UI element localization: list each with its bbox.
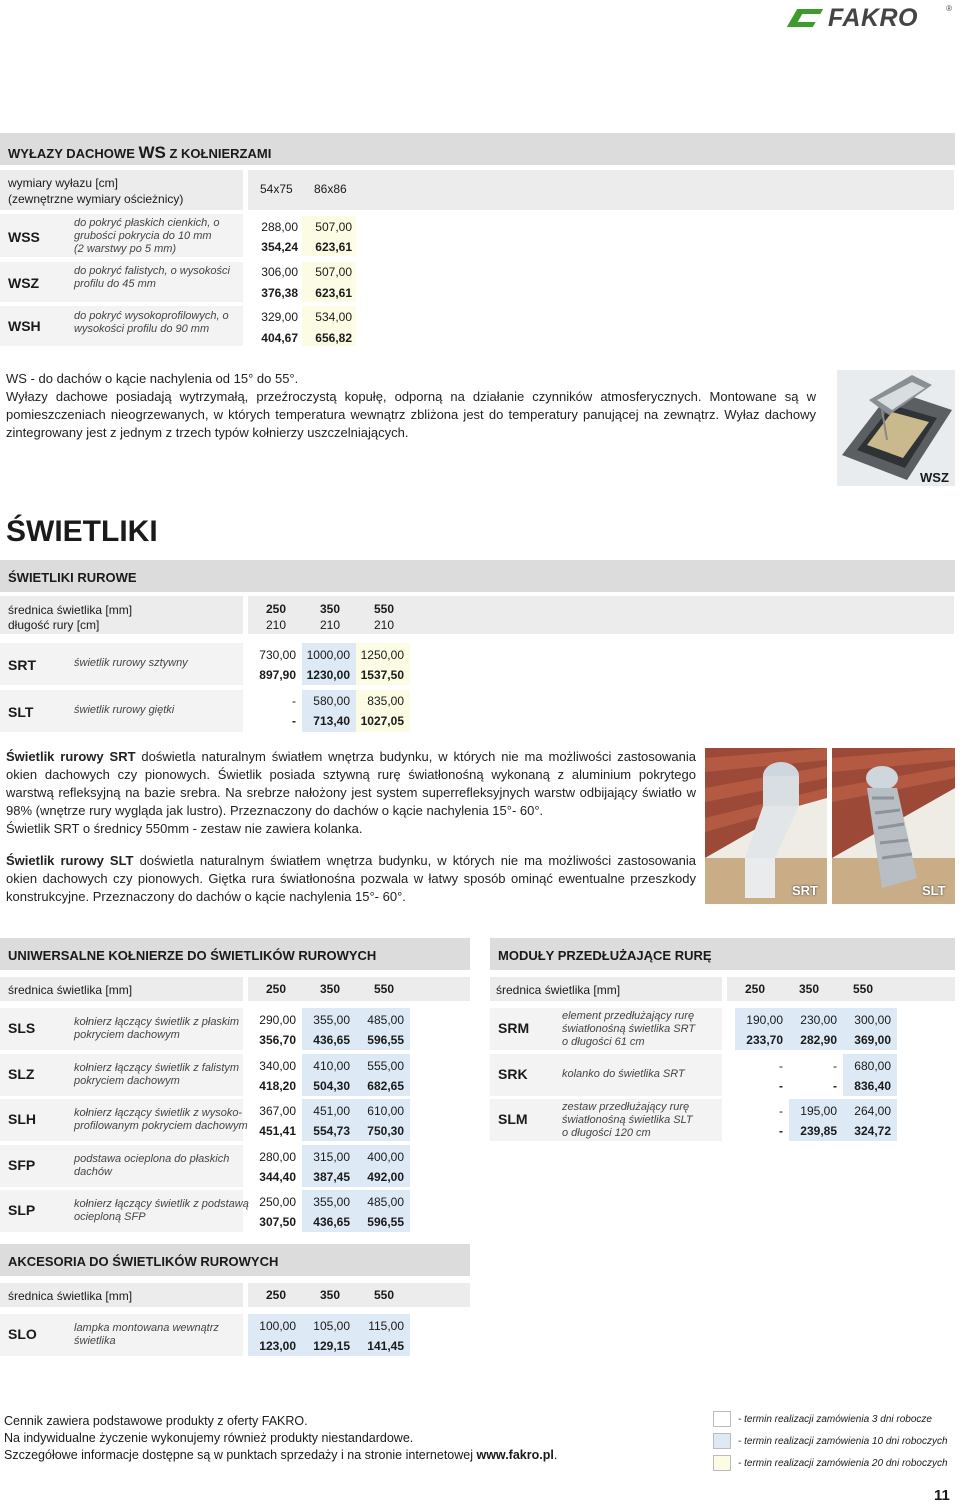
net-price: -	[833, 1058, 837, 1073]
srt-note: Świetlik SRT o średnicy 550mm - zestaw nie zawiera kolanka.	[6, 821, 363, 836]
gross-price: 682,65	[367, 1078, 404, 1093]
product-code: SLS	[8, 1020, 36, 1036]
gross-price: 436,65	[313, 1215, 350, 1229]
product-description: kołnierz łączący świetlik z podstawą ocieploną SFP	[74, 1198, 249, 1223]
net-price: 315,00	[313, 1149, 350, 1164]
fakro-website-link[interactable]: www.fakro.pl	[476, 1448, 554, 1462]
product-code: SLO	[8, 1326, 37, 1342]
fakro-logo-mark	[787, 9, 823, 27]
net-price: 367,00	[259, 1104, 296, 1118]
net-price: 250,00	[259, 1195, 296, 1209]
gross-price: -	[779, 1078, 783, 1093]
kolnierze-bar: UNIWERSALNE KOŁNIERZE DO ŚWIETLIKÓW RUROWYCH	[0, 938, 470, 970]
gross-price: 836,40	[854, 1078, 891, 1093]
net-price: 400,00	[367, 1149, 404, 1164]
net-price: 680,00	[854, 1058, 891, 1073]
product-description: element przedłużający rurę światłonośną świetlika SRT o długości 61 cm	[562, 1009, 696, 1048]
ws-description: Wyłazy dachowe posiadają wytrzymałą, przeźroczystą kopułę, odporną na działanie czynników atmosferycznych. Montowane są w pomieszczeniach nieogrzewanych, w których temperatura wewnątrz zbliżona jest do temperatury panującej na zewnątrz. Wyłaz dachowy zintegrowany jest z jednym z trzech typów kołnierzy uszczelniających.	[6, 389, 816, 440]
ws-section-title: WYŁAZY DACHOWE WS Z KOŁNIERZAMI	[0, 133, 955, 165]
srt-description: Świetlik rurowy SRT doświetla naturalnym światłem wnętrza budynku, w których nie ma możliwości zastosowania okien dachowych czy pionowych. Świetlik posiada sztywną rurę światłonośną wykonaną z aluminium pokrytego warstwą refleksyjną na bazie srebra. Na srebrze nałożony jest system superrefleksyjnych warstw odbijający światło w 98% (wnętrze rury wygląda jak lustro). Przeznaczony do dachów o kącie nachylenia 15°- 60°.	[6, 749, 696, 818]
net-price: 105,00	[313, 1319, 350, 1333]
gross-price: 418,20	[259, 1078, 296, 1093]
product-code: SLH	[8, 1111, 36, 1127]
net-price: 195,00	[800, 1104, 837, 1118]
product-description: zestaw przedłużający rurę światłonośną świetlika SLT o długości 120 cm	[562, 1100, 693, 1139]
footer-text: Cennik zawiera podstawowe produkty z oferty FAKRO. Na indywidualne życzenie wykonujemy również produkty niestandardowe. Szczegółowe informacje dostępne są w punktach sprzedaży i na stronie internetowej www.fakro.pl.	[4, 1414, 558, 1462]
net-price: 115,00	[368, 1319, 404, 1333]
swietliki-rurowe-bar: ŚWIETLIKI RUROWE	[0, 560, 955, 592]
net-price: -	[779, 1058, 783, 1073]
ws-note: WS - do dachów o kącie nachylenia od 15° do 55°.	[6, 371, 299, 386]
gross-price: 369,00	[854, 1033, 891, 1047]
ws-header-sizes: 54x75 86x86	[248, 170, 954, 210]
gross-price: 596,55	[367, 1215, 404, 1229]
gross-price: 436,65	[313, 1033, 350, 1047]
net-price: 290,00	[259, 1013, 296, 1027]
gross-price: 504,30	[313, 1078, 350, 1093]
net-price: 451,00	[313, 1104, 350, 1118]
wsz-product-photo	[837, 370, 955, 486]
net-price: 230,00	[800, 1013, 837, 1027]
product-description: lampka montowana wewnątrz świetlika	[74, 1322, 219, 1347]
gross-price: 324,72	[854, 1124, 891, 1138]
gross-price: 451,41	[259, 1124, 296, 1138]
gross-price: -	[779, 1124, 783, 1138]
net-price: 190,00	[746, 1013, 783, 1027]
gross-price: 554,73	[313, 1124, 350, 1138]
product-description: kołnierz łączący świetlik z wysoko- profilowanym pokryciem dachowym	[74, 1107, 248, 1132]
swietliki-heading: ŚWIETLIKI	[6, 515, 158, 548]
gross-price: 596,55	[367, 1033, 404, 1047]
page-number: 11	[934, 1487, 950, 1504]
slt-product-photo	[832, 748, 955, 904]
akcesoria-bar: AKCESORIA DO ŚWIETLIKÓW RUROWYCH	[0, 1244, 470, 1276]
product-code: SRK	[498, 1065, 528, 1082]
legend-swatch	[713, 1433, 731, 1449]
legend-swatch	[713, 1411, 731, 1427]
product-code: SLP	[8, 1202, 36, 1218]
gross-price: 282,90	[800, 1033, 837, 1047]
net-price: -	[779, 1104, 783, 1118]
gross-price: 129,15	[313, 1339, 350, 1353]
product-code: SFP	[8, 1156, 36, 1173]
moduly-bar: MODUŁY PRZEDŁUŻAJĄCE RURĘ	[490, 938, 955, 970]
net-price: 280,00	[259, 1149, 296, 1164]
gross-price: 307,50	[259, 1215, 296, 1229]
net-price: 355,00	[313, 1013, 350, 1027]
product-description: kołnierz łączący świetlik z płaskim pokryciem dachowym	[74, 1016, 240, 1041]
product-code: SRM	[498, 1020, 530, 1036]
product-description: kołnierz łączący świetlik z falistym pokryciem dachowym	[74, 1061, 240, 1087]
gross-price: 344,40	[259, 1169, 296, 1184]
gross-price: 141,45	[367, 1339, 404, 1353]
gross-price: 233,70	[746, 1033, 783, 1047]
net-price: 264,00	[854, 1104, 891, 1118]
gross-price: -	[833, 1078, 837, 1093]
srt-product-photo	[705, 748, 827, 904]
net-price: 355,00	[313, 1195, 350, 1209]
net-price: 555,00	[367, 1058, 404, 1073]
net-price: 340,00	[259, 1058, 296, 1073]
gross-price: 387,45	[313, 1169, 350, 1184]
slt-description: Świetlik rurowy SLT doświetla naturalnym światłem wnętrza budynku, w których nie ma możliwości zastosowania okien dachowych czy pionowych. Giętka rura światłonośna pozwala w łatwy sposób ominąć ewentualne przeszkody konstrukcyjne. Przeznaczony do dachów o kącie nachylenia 15°- 60°.	[6, 853, 697, 904]
gross-price: 750,30	[367, 1124, 404, 1138]
ws-header-label: wymiary wyłazu [cm] (zewnętrzne wymiary ościeżnicy)	[0, 170, 243, 210]
gross-price: 123,00	[259, 1339, 296, 1353]
fakro-logo: FAKRO ®	[792, 4, 952, 32]
net-price: 100,00	[259, 1319, 296, 1333]
net-price: 410,00	[313, 1058, 350, 1073]
fakro-logo-text: FAKRO	[828, 4, 918, 32]
legend: - termin realizacji zamówienia 3 dni robocze - termin realizacji zamówienia 10 dni roboczych - termin realizacji zamówienia 20 dni roboczych	[713, 1411, 958, 1477]
product-description: podstawa ocieplona do płaskich dachów	[74, 1152, 230, 1178]
gross-price: 356,70	[259, 1033, 296, 1047]
gross-price: 492,00	[367, 1169, 404, 1184]
net-price: 485,00	[367, 1195, 404, 1209]
srt-photo-label: SRT	[792, 883, 818, 898]
slt-photo-label: SLT	[922, 883, 946, 898]
net-price: 610,00	[367, 1104, 404, 1118]
net-price: 300,00	[854, 1013, 891, 1027]
wsz-photo-label: WSZ	[920, 470, 949, 485]
product-description: kolanko do świetlika SRT	[562, 1068, 685, 1080]
net-price: 485,00	[367, 1013, 404, 1027]
product-code: SLM	[498, 1111, 528, 1127]
legend-swatch	[713, 1455, 731, 1471]
product-code: SLZ	[8, 1065, 35, 1082]
gross-price: 239,85	[800, 1124, 837, 1138]
